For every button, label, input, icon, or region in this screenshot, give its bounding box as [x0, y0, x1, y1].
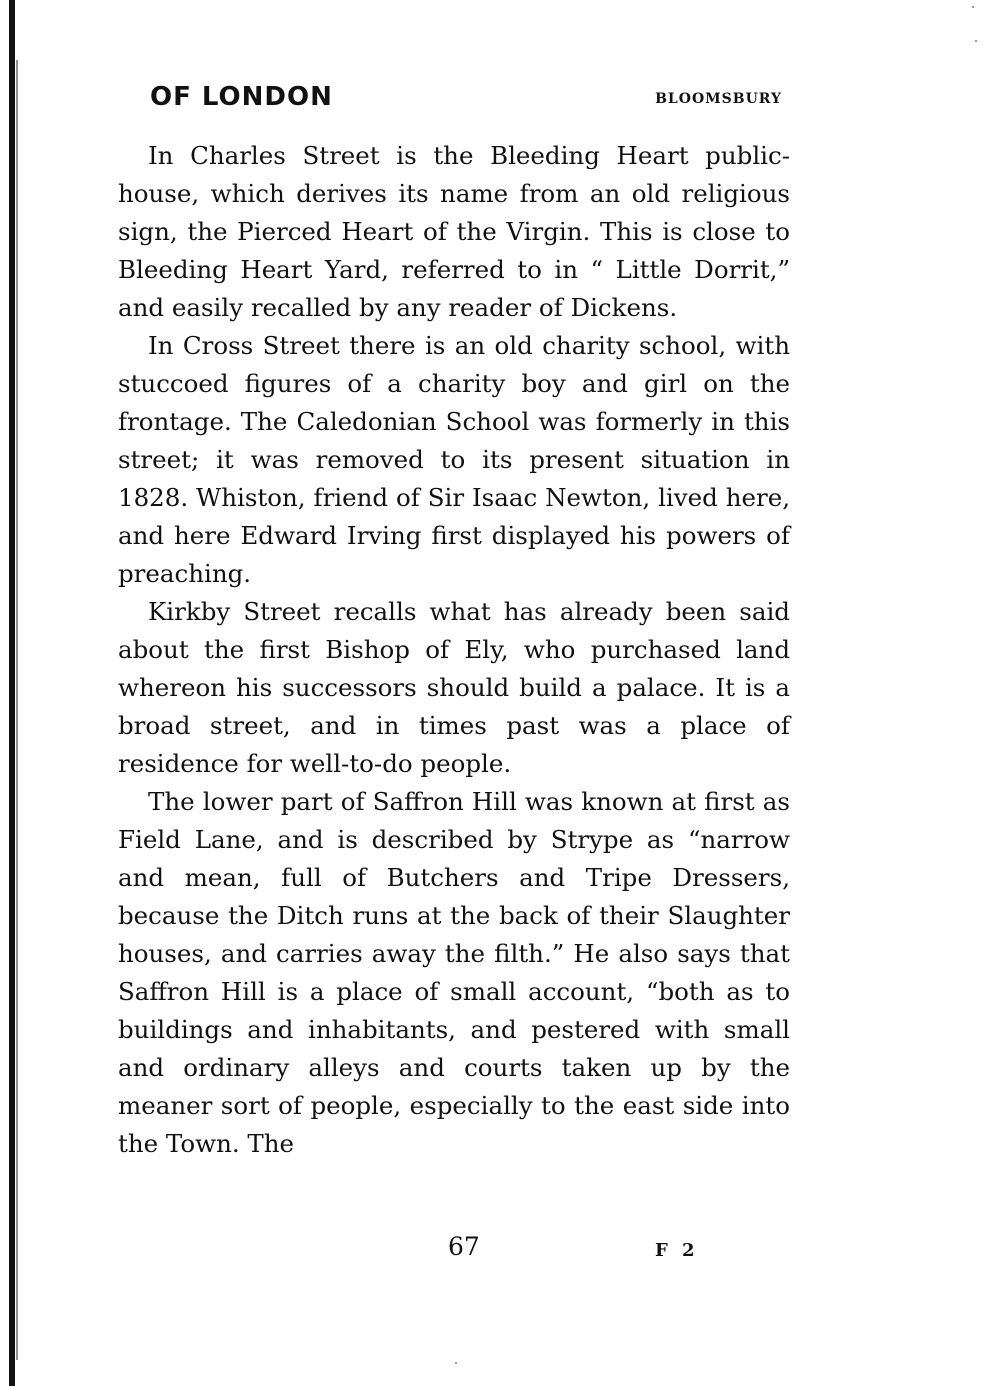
- running-head: [150, 82, 782, 118]
- signature-mark: F 2: [655, 1240, 699, 1261]
- paragraph-saffron-hill: The lower part of Saffron Hill was known at first as Field Lane, and is described by Strype as “narrow and mean, full of Butchers and Tripe Dressers, because the Ditch runs at the back of their Slaughter houses, and carries away the filth.” He also says that Saffron Hill is a place of small account, “both as to buildings and inhabitants, and pestered with small and ordinary alleys and courts taken up by the meaner sort of people, especially to the east side into the Town. The: [118, 787, 790, 1158]
- binding-edge: [9, 0, 15, 1386]
- running-head-section: BLOOMSBURY: [655, 91, 782, 107]
- paragraph-charles-street: In Charles Street is the Bleeding Heart public-house, which derives its name from an old religious sign, the Pierced Heart of the Virgin. This is close to Bleeding Heart Yard, referred to in “ Little Dorrit,” and easily recalled by any reader of Dickens.: [118, 141, 790, 322]
- scan-speck: [455, 1362, 457, 1364]
- page-number: 67: [448, 1232, 480, 1261]
- paragraph-kirkby-street: Kirkby Street recalls what has already been said about the first Bishop of Ely, who purchased land whereon his successors should build a palace. It is a broad street, and in times past was a place of residence for well-to-do people.: [118, 597, 790, 778]
- paragraph-cross-street: In Cross Street there is an old charity school, with stuccoed figures of a charity boy and girl on the frontage. The Caledonian School was formerly in this street; it was removed to its present situation in 1828. Whiston, friend of Sir Isaac Newton, lived here, and here Edward Irving first displayed his powers of preaching.: [118, 331, 790, 588]
- scan-speck: [972, 6, 974, 8]
- running-head-title: OF LONDON: [150, 82, 333, 112]
- body-text: [118, 137, 790, 1163]
- binding-shadow: [16, 60, 18, 1360]
- scan-speck: [975, 40, 977, 42]
